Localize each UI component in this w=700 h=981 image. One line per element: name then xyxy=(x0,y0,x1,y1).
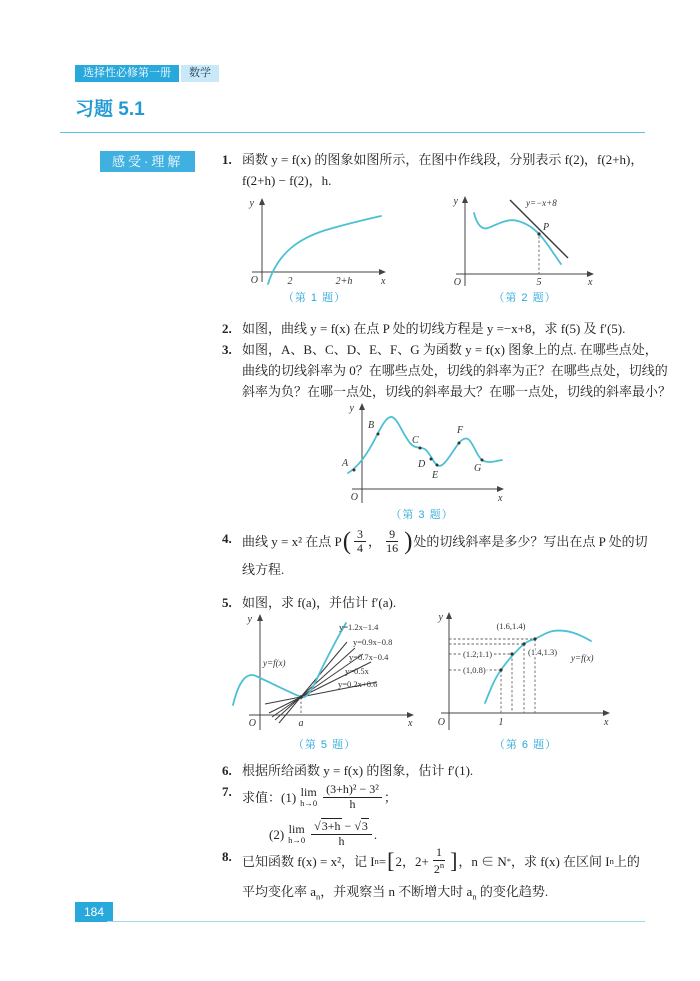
problem-text: 函数 y = f(x) 的图象如图所示，在图中作线段，分别表示 f(2)，f(2+h)， xyxy=(242,152,644,167)
data-point-dot xyxy=(522,642,525,645)
point-label-1: (1,0.8) xyxy=(463,665,486,675)
figure-5-graph xyxy=(227,610,422,738)
point-B-label: B xyxy=(368,420,375,431)
origin-label: O xyxy=(250,275,258,286)
y-axis-arrow-icon xyxy=(359,403,365,410)
page-number-badge: 184 xyxy=(75,902,113,922)
fraction-denominator xyxy=(431,861,447,876)
x-tick-2: 2 xyxy=(287,276,293,286)
fraction-denominator: h xyxy=(349,796,356,811)
point-label-1-4: (1.4,1.3) xyxy=(528,647,558,657)
figure-1 xyxy=(232,194,397,291)
fraction-numerator: (3+h)² − 3² xyxy=(323,783,382,797)
problem-7 xyxy=(222,781,662,851)
y-axis-arrow-icon xyxy=(446,612,452,619)
problem-number: 6. xyxy=(222,763,232,778)
x-tick-1: 1 xyxy=(498,717,504,728)
data-point-dot xyxy=(533,637,536,640)
text-segment: = xyxy=(378,853,387,869)
fraction xyxy=(323,783,382,810)
text-segment: 的变化趋势. xyxy=(476,884,549,899)
problem-number: 5. xyxy=(222,595,232,610)
x-tick-a: a xyxy=(298,718,304,729)
problem-number: 4. xyxy=(222,531,232,546)
origin-label: O xyxy=(350,492,358,503)
point-G-dot xyxy=(481,459,484,462)
text-segment: ，并观察当 n 不断增大时 a xyxy=(320,884,473,899)
text-segment: (2) xyxy=(269,826,285,842)
text-segment: ， xyxy=(368,534,382,550)
y-axis-label: y xyxy=(453,196,458,207)
problem-text-math xyxy=(242,846,662,876)
problem-number: 2. xyxy=(222,321,232,336)
limit-subscript: h→0 xyxy=(288,835,306,846)
fraction-denominator: 16 xyxy=(386,541,399,556)
text-segment: 上的 xyxy=(613,853,640,869)
tangent-line xyxy=(510,200,568,258)
line-4-label: y=0.5x xyxy=(345,666,369,676)
figure-3-caption: （第 3 题） xyxy=(390,509,454,521)
figure-1-graph xyxy=(232,194,397,286)
problem-number: 7. xyxy=(222,784,232,799)
text-segment: . xyxy=(373,826,378,842)
limit-subscript: h→0 xyxy=(300,798,318,809)
base: 2 xyxy=(433,861,440,876)
subject-badge: 数学 xyxy=(181,65,219,82)
problem-text: 如图，求 f(a)，并估计 f′(a). xyxy=(242,595,397,610)
limit-operator xyxy=(300,786,317,808)
problem-1 xyxy=(222,149,662,191)
text-segment: 曲线 y = x² 在点 P xyxy=(242,534,342,550)
subscript-n: n xyxy=(316,891,321,902)
radicand: 3+h xyxy=(321,819,341,834)
figure-3-graph xyxy=(332,399,512,507)
secant-line-1 xyxy=(279,642,347,723)
curve-equation-label: y=f(x) xyxy=(571,653,594,663)
section-title: 习题 5.1 xyxy=(75,99,145,120)
problem-number: 1. xyxy=(222,152,232,167)
fraction xyxy=(354,528,366,555)
x-axis-label: x xyxy=(408,718,413,729)
text-segment: 处的切线斜率是多少？写出在点 P 处的切 xyxy=(413,534,648,550)
figure-6-caption: （第 6 题） xyxy=(493,739,558,751)
text-segment: ，n ∈ N xyxy=(458,853,507,869)
point-P-label: P xyxy=(543,222,550,233)
function-curve xyxy=(485,631,591,703)
data-point-dot xyxy=(499,668,502,671)
problem-number: 3. xyxy=(222,342,232,357)
fraction-numerator: 1 xyxy=(433,846,445,860)
superscript-star: * xyxy=(506,855,512,866)
origin-label: O xyxy=(248,718,256,729)
text-segment: ，求 f(x) 在区间 I xyxy=(511,853,610,869)
figure-5-caption: （第 5 题） xyxy=(292,739,357,751)
problem-8 xyxy=(222,845,662,908)
point-C-label: C xyxy=(412,435,419,446)
section-tag: 感受·理解 xyxy=(100,151,195,172)
problem-text xyxy=(242,881,662,908)
curve-equation-label: y=f(x) xyxy=(263,658,286,668)
y-axis-arrow-icon xyxy=(462,196,468,203)
superscript-n: n xyxy=(439,859,445,870)
y-axis-label: y xyxy=(249,198,254,209)
fraction-numerator: 9 xyxy=(386,528,398,542)
figure-2 xyxy=(450,192,600,293)
figure-6 xyxy=(433,608,618,743)
point-F-label: F xyxy=(457,425,464,436)
problem-number: 8. xyxy=(222,849,232,864)
subscript-n: n xyxy=(609,855,614,866)
y-axis-label: y xyxy=(349,403,354,414)
right-bracket: ] xyxy=(450,848,458,873)
problem-4 xyxy=(222,527,662,580)
x-axis-label: x xyxy=(381,276,386,286)
figure-1-caption: （第 1 题） xyxy=(282,292,347,304)
line-3-label: y=0.7x−0.4 xyxy=(349,652,389,662)
problem-text: 如图，A、B、C、D、E、F、G 为函数 y = f(x) 图象上的点. 在哪些点处， xyxy=(242,342,658,357)
problem-text-math xyxy=(242,528,662,555)
data-point-dot xyxy=(510,652,513,655)
x-axis-label: x xyxy=(604,717,609,728)
left-bracket: [ xyxy=(387,848,395,873)
origin-label: O xyxy=(437,717,445,728)
text-segment: ； xyxy=(383,789,397,805)
fraction xyxy=(431,846,447,875)
x-tick-2plush: 2+h xyxy=(335,276,353,286)
function-curve xyxy=(268,216,381,284)
problem-text: 曲线的切线斜率为 0？在哪些点处，切线的斜率为正？在哪些点处，切线的 xyxy=(242,363,668,378)
tangency-point-dot xyxy=(299,695,303,699)
point-label-1-6: (1.6,1.4) xyxy=(496,621,526,631)
text-segment: 2，2+ xyxy=(395,853,429,869)
point-F-dot xyxy=(458,442,461,445)
point-E-dot xyxy=(436,464,439,467)
x-axis-arrow-icon xyxy=(497,486,504,492)
point-P-dot xyxy=(537,232,540,235)
text-segment: 平均变化率 a xyxy=(242,884,317,899)
x-axis-label: x xyxy=(498,493,503,504)
y-axis-label: y xyxy=(438,612,443,623)
problem-text: 线方程. xyxy=(242,562,285,578)
problem-3 xyxy=(222,339,672,402)
text-segment: 求值：(1) xyxy=(242,789,297,805)
problem-6 xyxy=(222,760,662,781)
figure-3 xyxy=(332,399,512,512)
point-A-dot xyxy=(353,469,356,472)
point-G-label: G xyxy=(474,463,482,474)
fraction-denominator: 4 xyxy=(357,541,364,556)
line-2-label: y=0.9x−0.8 xyxy=(353,637,393,647)
radical-sign: √ xyxy=(314,819,321,834)
point-C-dot xyxy=(419,447,422,450)
footer-divider xyxy=(107,921,645,922)
page-header xyxy=(75,65,219,82)
tangent-equation-label: y=−x+8 xyxy=(526,198,557,208)
origin-label: O xyxy=(453,277,461,288)
volume-badge: 选择性必修第一册 xyxy=(75,65,179,82)
left-paren: ( xyxy=(342,528,352,556)
fraction-numerator: 3 xyxy=(354,528,366,542)
fraction xyxy=(311,820,372,847)
limit-word: lim xyxy=(300,785,317,800)
figure-2-graph xyxy=(450,192,600,288)
limit-word: lim xyxy=(288,822,305,837)
point-D-dot xyxy=(430,458,433,461)
radical-sign: √ xyxy=(354,819,361,834)
title-divider xyxy=(60,132,645,133)
problem-text: 如图，曲线 y = f(x) 在点 P 处的切线方程是 y =−x+8，求 f(5) 及 f′(5). xyxy=(242,321,626,336)
subscript-n: n xyxy=(472,891,477,902)
problem-text: 根据所给函数 y = f(x) 的图象，估计 f′(1). xyxy=(242,763,474,778)
text-segment: 已知函数 f(x) = x²，记 I xyxy=(242,853,375,869)
y-axis-arrow-icon xyxy=(259,198,265,205)
line-1-label: y=1.2x−1.4 xyxy=(339,622,379,632)
point-D-label: D xyxy=(418,459,426,470)
point-A-label: A xyxy=(342,458,349,469)
y-axis-label: y xyxy=(247,614,252,625)
y-axis-arrow-icon xyxy=(257,614,263,621)
fraction-numerator xyxy=(311,820,372,834)
x-axis-arrow-icon xyxy=(379,269,386,275)
point-B-dot xyxy=(377,433,380,436)
line-5-label: y=0.2x+0.6 xyxy=(338,679,378,689)
problem-text-math xyxy=(242,781,662,813)
radicand: 3 xyxy=(361,819,368,834)
point-label-1-2: (1.2,1.1) xyxy=(463,649,493,659)
fraction xyxy=(383,528,401,555)
figure-5 xyxy=(227,610,422,743)
fraction-denominator: h xyxy=(338,833,345,848)
problem-2 xyxy=(222,318,662,339)
point-E-label: E xyxy=(432,470,439,481)
problem-text: f(2+h) − f(2)，h. xyxy=(242,173,332,188)
limit-operator xyxy=(288,823,305,845)
x-tick-5: 5 xyxy=(536,277,542,288)
figure-6-graph xyxy=(433,608,618,738)
x-axis-label: x xyxy=(588,277,593,288)
minus-sign: − xyxy=(341,819,355,834)
figure-2-caption: （第 2 题） xyxy=(493,292,557,304)
subscript-n: n xyxy=(374,855,379,866)
x-axis-arrow-icon xyxy=(603,710,610,716)
problem-text: 斜率为负？在哪一点处，切线的斜率最大？在哪一点处，切线的斜率最小？ xyxy=(242,384,672,399)
right-paren: ) xyxy=(404,528,413,556)
